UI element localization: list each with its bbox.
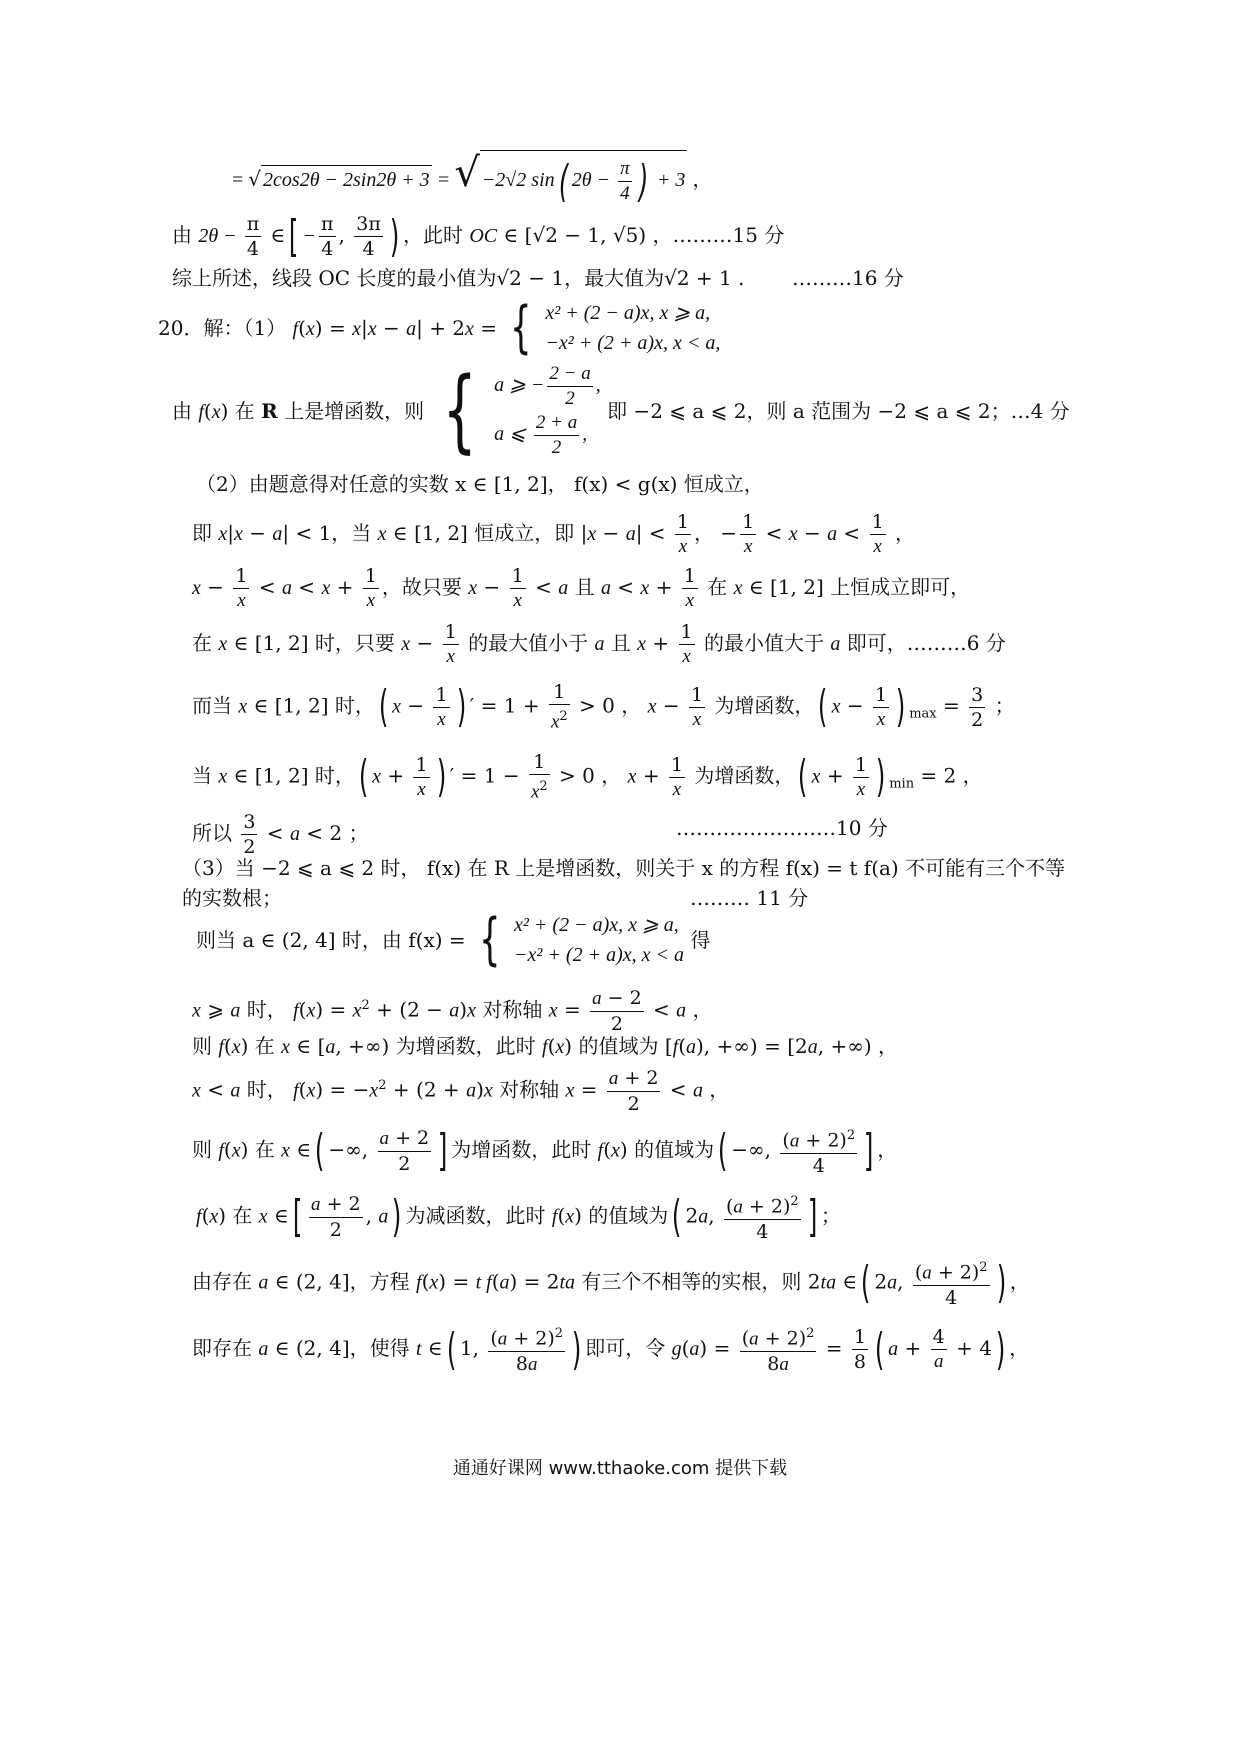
equation-line-2: 由 2θ − $\frac{\pi}{4}$ ∈[ − $\frac{\pi}{4}$ , $\frac{3\pi}{4}$ ) ，此时 OC ∈ [√2 − 1, √5) ，………15 分	[172, 210, 785, 262]
equation-line-1: = √ 2cos2θ − 2sin2θ + 3 = √ −2√2 sin( 2θ − $\frac{\pi}{4}$ ) + 3 ，	[232, 150, 713, 207]
part2-line-5: 当 x ∈ [1, 2] 时，( x + $\frac{1}{x}$ ) ′ = 1 − $\frac{1}{x^2}$ > 0 ， x + $\frac{1}{x}$ 为增函数，( x + $\frac{1}{x}$ ) $_{min}$ = 2 ，	[192, 751, 983, 803]
problem-20-part1: 20．解：（1） f(x) = x|x − a| + 2x = { x² + (2 − a)x, x ⩾ a, −x² + (2 + a)x, x < a,	[158, 295, 721, 360]
score-10: ……………………10 分	[676, 816, 888, 840]
monotonic-condition: 由 f(x) 在 R 上是增函数，则 { a ⩾ − $\frac{2 - a}{2}$ , a ⩽ $\frac{2 + a}{2}$ , 即 −2 ⩽ a ⩽ 2，则 a 范围为 −2 ⩽ a ⩽ 2；…4 分	[172, 358, 1070, 463]
score-11: ……… 11 分	[690, 886, 809, 910]
part3-piecewise: 则当 a ∈ (2, 4] 时，由 f(x) = { x² + (2 − a)x, x ⩾ a, −x² + (2 + a)x, x < a 得	[196, 907, 711, 972]
part2-intro: （2）由题意得对任意的实数 x ∈ [1, 2]， f(x) < g(x) 恒成立，	[196, 472, 764, 496]
part3-intro-cont: 的实数根；	[182, 886, 282, 910]
part2-line-1: 即 x|x − a| < 1，当 x ∈ [1, 2] 恒成立，即 |x − a| < $\frac{1}{x}$ ， − $\frac{1}{x}$ < x − a < $\frac{1}{x}$ ，	[192, 511, 916, 557]
part2-result: 所以 $\frac{3}{2}$ < a < 2 ；	[192, 811, 369, 858]
score-16: ………16 分	[792, 266, 904, 290]
part3-line-7: 即存在 a ∈ (2, 4]，使得 t ∈( 1, $\frac{(a + 2)^2}{8a}$ ) 即可，令 g(a) = $\frac{(a + 2)^2}{8a}$ = $\frac{1}{8}$ ( a + $\frac{4}{a}$ + 4) ，	[192, 1323, 1030, 1376]
conclusion-line: 综上所述，线段 OC 长度的最小值为√2 − 1，最大值为√2 + 1 .	[172, 266, 745, 290]
part3-line-2: 则 f(x) 在 x ∈ [a, +∞) 为增函数，此时 f(x) 的值域为 [f(a), +∞) = [2a, +∞) ，	[192, 1034, 899, 1058]
part3-line-4: 则 f(x) 在 x ∈( −∞, $\frac{a + 2}{2}$ ] 为增函数，此时 f(x) 的值域为( −∞, $\frac{(a + 2)^2}{4}$ ] ，	[192, 1125, 898, 1178]
part2-line-3: 在 x ∈ [1, 2] 时，只要 x − $\frac{1}{x}$ 的最大值小于 a 且 x + $\frac{1}{x}$ 的最小值大于 a 即可，………6 分	[192, 621, 1006, 667]
part3-line-3: x < a 时， $f(x) = -x^2 + (2 + a)x$ 对称轴 x = $\frac{a + 2}{2}$ < a ，	[192, 1067, 730, 1115]
part3-line-1: x ⩾ a 时， $f(x) = x^2 + (2 - a)x$ 对称轴 x = $\frac{a - 2}{2}$ < a ，	[192, 987, 713, 1035]
part2-line-4: 而当 x ∈ [1, 2] 时，( x − $\frac{1}{x}$ ) ′ = 1 + $\frac{1}{x^2}$ > 0 ， x − $\frac{1}{x}$ 为增函数，( x − $\frac{1}{x}$ ) $_{max}$ = $\frac{3}{2}$ ；	[192, 681, 1015, 733]
part2-line-2: x − $\frac{1}{x}$ < a < x + $\frac{1}{x}$ ，故只要 x − $\frac{1}{x}$ < a 且 a < x + $\frac{1}{x}$ 在 x ∈ [1, 2] 上恒成立即可，	[192, 565, 971, 611]
page-footer: 通通好课网 www.tthaoke.com 提供下载	[452, 1458, 788, 1479]
part3-intro: （3）当 −2 ⩽ a ⩽ 2 时， f(x) 在 R 上是增函数，则关于 x 的方程 f(x) = t f(a) 不可能有三个不等	[182, 856, 1066, 880]
part3-line-5: f(x) 在 x ∈[ $\frac{a + 2}{2}$ , a) 为减函数，此时 f(x) 的值域为( 2a, $\frac{(a + 2)^2}{4}$ ] ；	[196, 1191, 841, 1244]
part3-line-6: 由存在 a ∈ (2, 4]，方程 f(x) = t f(a) = 2ta 有三个不相等的实根，则 2ta ∈( 2a, $\frac{(a + 2)^2}{4}$ ) ，	[192, 1257, 1030, 1310]
